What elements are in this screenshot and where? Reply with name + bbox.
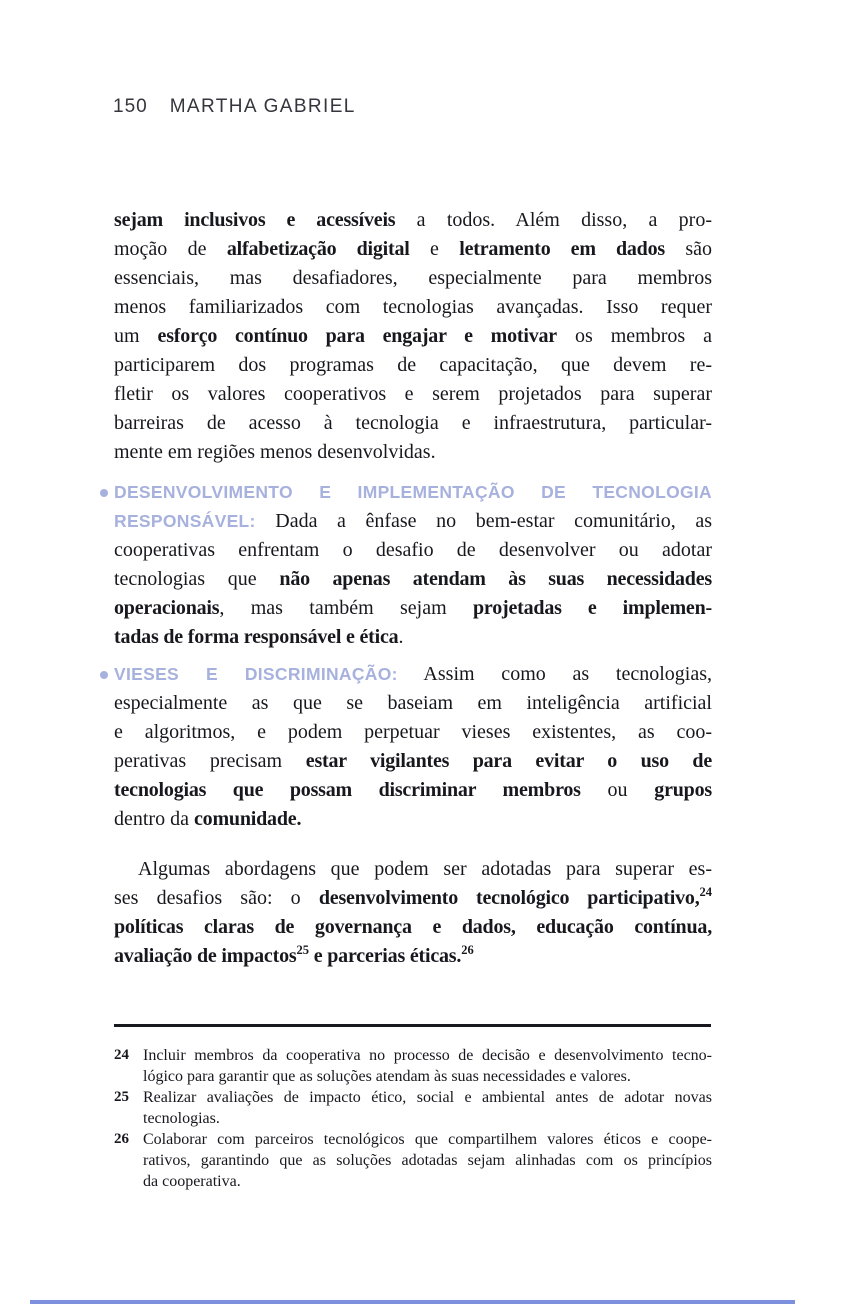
body-paragraph	[114, 206, 712, 467]
running-header	[113, 96, 356, 118]
text-run: participarem dos programas de capacitação, que devem re-	[114, 354, 712, 376]
text-run: letramento em dados	[459, 238, 665, 260]
footnote-line: Realizar avaliações de impacto ético, social e ambiental antes de adotar novas	[143, 1089, 712, 1106]
footnote-number: 26	[114, 1131, 129, 1147]
text-run: os membros a	[556, 325, 712, 347]
footnote-reference: 25	[296, 943, 309, 957]
footnote-number: 24	[114, 1047, 129, 1063]
text-line	[114, 623, 712, 652]
text-line	[114, 689, 712, 718]
bullet-item	[114, 660, 712, 834]
text-run: ou	[580, 779, 655, 801]
text-line	[114, 884, 712, 913]
footnote-rule	[114, 1024, 711, 1027]
text-run: mente em regiões menos desenvolvidas.	[114, 441, 436, 463]
text-line	[114, 380, 712, 409]
footnote-line: lógico para garantir que as soluções atendam às suas necessidades e valores.	[143, 1068, 631, 1085]
text-run: DESENVOLVIMENTO E IMPLEMENTAÇÃO DE TECNOLOGIA	[114, 482, 712, 502]
text-run: VIESES E DISCRIMINAÇÃO:	[114, 664, 398, 684]
text-run: alfabetização digital	[226, 238, 410, 260]
text-line	[114, 351, 712, 380]
text-run: barreiras de acesso à tecnologia e infraestrutura, particular-	[114, 412, 712, 434]
footnote-line: tecnologias.	[143, 1110, 220, 1127]
text-line	[114, 235, 712, 264]
text-run: grupos	[654, 779, 712, 801]
text-line	[114, 206, 712, 235]
text-line	[114, 594, 712, 623]
text-run: .	[398, 626, 404, 648]
text-run: não apenas atendam às suas necessidades	[279, 568, 712, 590]
text-run: especialmente as que se baseiam em inteligência artificial	[114, 692, 712, 714]
text-run: avaliação de impactos	[114, 945, 297, 967]
text-run: tecnologias que possam discriminar membros	[114, 779, 581, 801]
footnote-reference: 24	[699, 885, 712, 899]
footnote-item	[114, 1045, 712, 1087]
author-name: MARTHA GABRIEL	[169, 96, 356, 117]
footnote-number: 25	[114, 1089, 129, 1105]
text-run: cooperativas enfrentam o desafio de desenvolver ou adotar	[114, 539, 712, 561]
footnote-text	[143, 1129, 712, 1192]
footnote-line: da cooperativa.	[143, 1173, 241, 1190]
text-line	[114, 660, 712, 689]
text-run: operacionais	[114, 597, 220, 619]
text-run: , mas também sejam	[219, 597, 473, 619]
text-run: Algumas abordagens que podem ser adotadas para superar es-	[138, 858, 712, 880]
text-line	[114, 293, 712, 322]
text-line	[114, 942, 712, 971]
text-run: RESPONSÁVEL:	[114, 511, 256, 531]
text-run: tadas de forma responsável e ética	[114, 626, 399, 648]
body-paragraph	[114, 855, 712, 971]
footnote-reference: 26	[461, 943, 474, 957]
footnote-line: rativos, garantindo que as soluções adotadas sejam alinhadas com os princípios	[143, 1152, 712, 1169]
text-run: são	[664, 238, 712, 260]
text-run: e	[409, 238, 460, 260]
text-run: políticas claras de governança e dados, educação contínua,	[114, 916, 712, 938]
text-run: esforço contínuo para engajar e motivar	[157, 325, 557, 347]
text-line	[114, 507, 712, 536]
bullet-dot-icon	[100, 671, 108, 679]
page-number: 150	[113, 96, 148, 117]
text-run: e parcerias éticas.	[308, 945, 462, 967]
text-run: perativas precisam	[114, 750, 306, 772]
text-run: desenvolvimento tecnológico participativo,	[318, 887, 700, 909]
footnote-line: Colaborar com parceiros tecnológicos que compartilhem valores éticos e coope-	[143, 1131, 712, 1148]
text-run: tecnologias que	[114, 568, 280, 590]
text-line	[114, 718, 712, 747]
footnote-item	[114, 1129, 712, 1192]
bullet-item	[114, 478, 712, 652]
text-line	[114, 855, 712, 884]
text-line	[114, 747, 712, 776]
text-run: Dada a ênfase no bem-estar comunitário, as	[255, 510, 712, 532]
text-run: sejam inclusivos e acessíveis	[114, 209, 396, 231]
text-line	[114, 264, 712, 293]
text-run: a todos. Além disso, a pro-	[395, 209, 712, 231]
text-run: essenciais, mas desafiadores, especialmente para membros	[114, 267, 712, 289]
text-run: projetadas e implemen-	[473, 597, 712, 619]
footnote-text	[143, 1045, 712, 1087]
footnote-item	[114, 1087, 712, 1129]
text-line	[114, 536, 712, 565]
text-run: moção de	[114, 238, 227, 260]
text-run: fletir os valores cooperativos e serem projetados para superar	[114, 383, 712, 405]
text-line	[114, 322, 712, 351]
text-run: menos familiarizados com tecnologias avançadas. Isso requer	[114, 296, 712, 318]
text-line	[114, 805, 712, 834]
text-run: dentro da	[114, 808, 194, 830]
text-line	[114, 565, 712, 594]
bottom-rule	[30, 1300, 795, 1304]
text-line	[114, 776, 712, 805]
footnote-text	[143, 1087, 712, 1129]
text-run: um	[114, 325, 158, 347]
footnotes	[114, 1045, 712, 1192]
footnote-line: Incluir membros da cooperativa no processo de decisão e desenvolvimento tecno-	[143, 1047, 712, 1064]
text-run: e algoritmos, e podem perpetuar vieses existentes, as coo-	[114, 721, 712, 743]
text-line	[114, 913, 712, 942]
text-line	[114, 409, 712, 438]
text-run: estar vigilantes para evitar o uso de	[305, 750, 712, 772]
text-run: Assim como as tecnologias,	[397, 663, 712, 685]
bullet-dot-icon	[100, 489, 108, 497]
text-line	[114, 438, 712, 467]
text-run: comunidade.	[193, 808, 302, 830]
text-line	[114, 478, 712, 507]
text-run: ses desafios são: o	[114, 887, 319, 909]
